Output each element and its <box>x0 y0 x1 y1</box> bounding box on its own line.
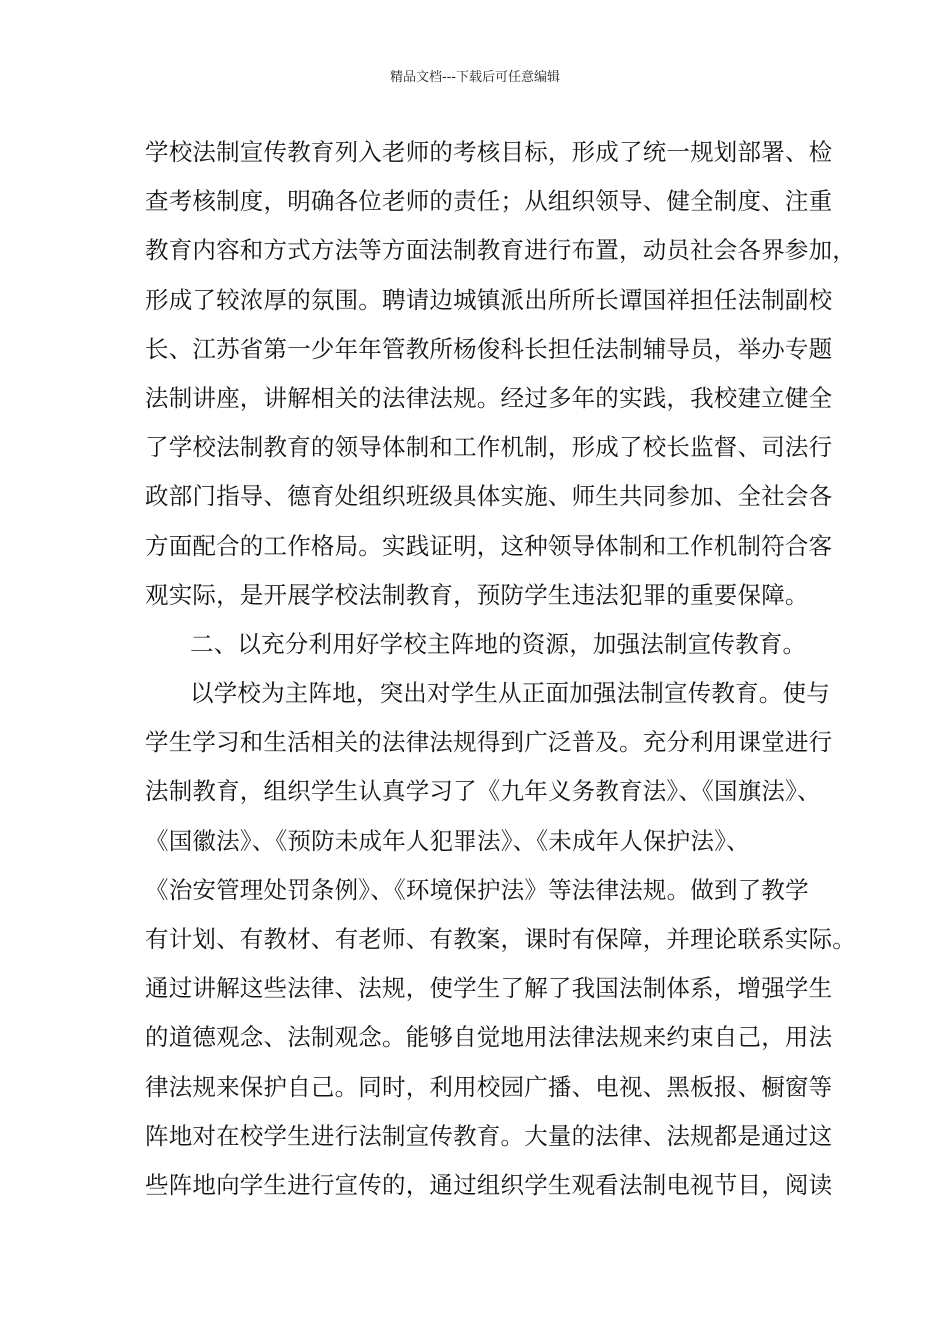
document-body <box>145 128 856 1210</box>
text-line: 方面配合的工作格局。实践证明，这种领导体制和工作机制符合客 <box>145 531 833 560</box>
text-line: 通过讲解这些法律、法规，使学生了解了我国法制体系，增强学生 <box>145 974 833 1003</box>
text-line: 学生学习和生活相关的法律法规得到广泛普及。充分利用课堂进行 <box>145 728 833 757</box>
text-line: 律法规来保护自己。同时，利用校园广播、电视、黑板报、橱窗等 <box>145 1072 833 1101</box>
text-line: 查考核制度，明确各位老师的责任；从组织领导、健全制度、注重 <box>145 187 833 216</box>
text-line: 《国徽法》、《预防未成年人犯罪法》、《未成年人保护法》、 <box>145 826 750 855</box>
text-line: 了学校法制教育的领导体制和工作机制，形成了校长监督、司法行 <box>145 433 833 462</box>
text-line: 观实际，是开展学校法制教育，预防学生违法犯罪的重要保障。 <box>145 580 809 609</box>
page-header: 精品文档---下载后可任意编辑 <box>389 70 561 85</box>
paragraph-start: 以学校为主阵地，突出对学生从正面加强法制宣传教育。使与 <box>190 679 830 708</box>
text-line: 形成了较浓厚的氛围。聘请边城镇派出所所长谭国祥担任法制副校 <box>145 285 833 314</box>
text-line: 政部门指导、德育处组织班级具体实施、师生共同参加、全社会各 <box>145 482 833 511</box>
text-line: 《治安管理处罚条例》、《环境保护法》等法律法规。做到了教学 <box>145 875 809 904</box>
text-line: 的道德观念、法制观念。能够自觉地用法律法规来约束自己，用法 <box>145 1023 833 1052</box>
text-line: 些阵地向学生进行宣传的，通过组织学生观看法制电视节目，阅读 <box>145 1170 833 1199</box>
text-line: 阵地对在校学生进行法制宣传教育。大量的法律、法规都是通过这 <box>145 1121 833 1150</box>
section-heading: 二、以充分利用好学校主阵地的资源，加强法制宣传教育。 <box>190 629 807 658</box>
text-line: 法制讲座，讲解相关的法律法规。经过多年的实践，我校建立健全 <box>145 383 833 412</box>
text-line: 法制教育，组织学生认真学习了《九年义务教育法》、《国旗法》、 <box>145 777 821 806</box>
text-line: 长、江苏省第一少年年管教所杨俊科长担任法制辅导员，举办专题 <box>145 334 833 363</box>
text-line: 有计划、有教材、有老师、有教案，课时有保障，并理论联系实际。 <box>145 925 856 953</box>
text-line: 学校法制宣传教育列入老师的考核目标，形成了统一规划部署、检 <box>145 138 833 166</box>
text-line: 教育内容和方式方法等方面法制教育进行布置，动员社会各界参加， <box>145 236 856 265</box>
